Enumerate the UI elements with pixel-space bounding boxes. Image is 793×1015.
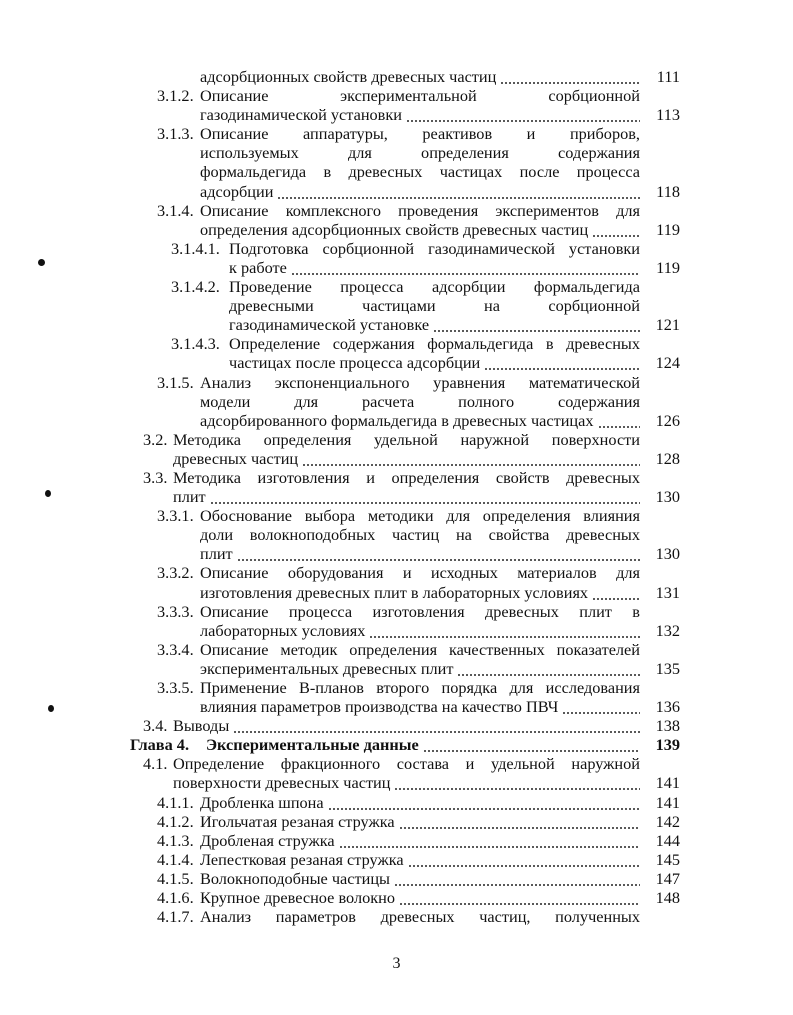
toc-entry-text: Определение содержания формальдегида в древесных (229, 334, 640, 354)
toc-line (0, 544, 793, 563)
toc-line (0, 296, 793, 315)
toc-entry-text: экспериментальных древесных плит (200, 658, 454, 678)
dot-leader (592, 220, 640, 239)
toc-entry-text: лабораторных условиях (200, 620, 366, 640)
toc-entry-text: древесных частиц (173, 448, 299, 468)
toc-page-number: 126 (655, 410, 680, 430)
toc-line (0, 143, 793, 162)
toc-entry (0, 86, 793, 124)
toc-page-number: 118 (656, 181, 680, 201)
toc-entry-text: доли волокноподобных частиц на свойства древесных (200, 525, 640, 545)
toc-entry-text: определения адсорбционных свойств древесных частиц (200, 219, 589, 239)
toc-entry-text: Анализ экспоненциального уравнения математической (200, 372, 640, 392)
toc-entry-title (200, 850, 640, 869)
toc-line (0, 487, 793, 506)
toc-entry-title (200, 583, 640, 602)
toc-line (0, 105, 793, 124)
toc-entry (0, 563, 793, 601)
toc-entry (0, 67, 793, 86)
toc-entry-text: древесными частицами на сорбционной (229, 296, 640, 316)
toc-entry-text: плит (173, 487, 206, 507)
toc-line (0, 907, 793, 926)
toc-line (0, 430, 793, 449)
toc-entry-number: 3.1.5. (157, 372, 194, 392)
dot-leader (233, 716, 640, 735)
toc-page-number: 141 (655, 792, 680, 812)
toc-line (0, 258, 793, 277)
dot-leader (302, 449, 640, 468)
dot-leader (399, 812, 640, 831)
toc-line (0, 888, 793, 907)
toc-line (0, 315, 793, 334)
toc-entry (0, 850, 793, 869)
dot-leader (408, 850, 640, 869)
toc-entry-number: 3.1.4.3. (171, 334, 220, 354)
toc-entry-text: Крупное древесное волокно (200, 888, 395, 908)
dot-leader (406, 105, 640, 124)
toc-entry (0, 888, 793, 907)
toc-entry-text: Экспериментальные данные (206, 735, 419, 755)
toc-entry (0, 793, 793, 812)
toc-line (0, 754, 793, 773)
dot-leader (399, 888, 640, 907)
toc-entry-text: адсорбционных свойств древесных частиц (200, 67, 497, 86)
dot-leader (457, 659, 640, 678)
toc-entry (0, 754, 793, 792)
toc-entry-number: 3.3.1. (157, 506, 194, 526)
toc-entry-title (200, 869, 640, 888)
toc-page-number: 141 (655, 773, 680, 793)
toc-line (0, 334, 793, 353)
toc-entry-text: Подготовка сорбционной газодинамической установки (229, 238, 640, 258)
toc-line (0, 812, 793, 831)
toc-entry-text: Описание экспериментальной сорбционной (200, 86, 640, 106)
toc-entry-number: 3.2. (143, 429, 168, 449)
toc-line (0, 182, 793, 201)
toc-entry-title (200, 831, 640, 850)
toc-entry-title (229, 353, 640, 372)
toc-entry (0, 334, 793, 372)
toc-entry-title (173, 449, 640, 468)
toc-page-number: 136 (655, 697, 680, 717)
dot-leader (328, 793, 640, 812)
toc-page-number: 113 (656, 105, 680, 125)
toc-entry-text: Дробленая стружка (200, 830, 335, 850)
toc-line (0, 735, 793, 754)
toc-entry-title (200, 411, 640, 430)
dot-leader (210, 487, 640, 506)
toc-line (0, 831, 793, 850)
toc-page-number: 139 (655, 735, 680, 755)
dot-leader (598, 411, 641, 430)
toc-entry-title (229, 315, 640, 334)
toc-entry-title (173, 773, 640, 792)
dot-leader (433, 315, 640, 334)
toc-line (0, 659, 793, 678)
toc-line (0, 277, 793, 296)
toc-page-number: 121 (655, 315, 680, 335)
toc-line (0, 583, 793, 602)
toc-entry-text: адсорбированного формальдегида в древесных частицах (200, 410, 594, 430)
scan-speck (45, 490, 51, 497)
toc-entry (0, 468, 793, 506)
toc-entry-number: 3.1.4. (157, 200, 194, 220)
dot-leader (592, 583, 640, 602)
toc-entry-text: частицах после процесса адсорбции (229, 353, 481, 373)
toc-line (0, 353, 793, 372)
toc-entry-text: адсорбции (200, 181, 274, 201)
dot-leader (369, 621, 640, 640)
toc-line (0, 411, 793, 430)
toc-line (0, 869, 793, 888)
toc-entry (0, 430, 793, 468)
toc-line (0, 468, 793, 487)
toc-page-number: 128 (655, 448, 680, 468)
toc-line (0, 602, 793, 621)
toc-line (0, 678, 793, 697)
toc-page-number: 124 (655, 353, 680, 373)
toc-entry-title (173, 716, 640, 735)
toc-line (0, 239, 793, 258)
toc-entry-title (229, 258, 640, 277)
toc-line (0, 621, 793, 640)
toc-page-number: 130 (655, 544, 680, 564)
toc-line (0, 201, 793, 220)
toc-entry-text: модели для расчета полного содержания (200, 391, 640, 411)
toc-entry-text: Игольчатая резаная стружка (200, 811, 395, 831)
toc-entry (0, 678, 793, 716)
toc-line (0, 392, 793, 411)
dot-leader (423, 735, 640, 754)
toc-entry-title (206, 735, 640, 754)
toc-line (0, 67, 793, 86)
toc-entry-text: формальдегида в древесных частицах после процесса (200, 162, 640, 182)
toc-entry-text: Обоснование выбора методики для определения влияния (200, 506, 640, 526)
toc-line (0, 373, 793, 392)
toc-entry-number: 3.1.4.2. (171, 277, 220, 297)
toc-entry-title (200, 544, 640, 563)
toc-entry-title (200, 182, 640, 201)
toc-entry-title (200, 793, 640, 812)
toc-line (0, 793, 793, 812)
toc-line (0, 220, 793, 239)
toc-entry-text: Описание комплексного проведения экспериментов для (200, 200, 640, 220)
toc-entry-number: 4.1.5. (157, 868, 194, 888)
dot-leader (394, 869, 640, 888)
scan-speck (48, 705, 54, 712)
toc-entry-title (200, 697, 640, 716)
toc-entry-text: Определение фракционного состава и удельной наружной (173, 754, 640, 774)
toc-entry (0, 277, 793, 334)
scan-speck (38, 259, 45, 266)
toc-entry-title (200, 812, 640, 831)
toc-page-number: 138 (655, 716, 680, 736)
toc-page-number: 144 (655, 830, 680, 850)
toc-entry-number: 4.1.3. (157, 830, 194, 850)
toc-entry (0, 735, 793, 754)
toc-entry (0, 907, 793, 926)
toc-line (0, 850, 793, 869)
toc-entry-title (173, 487, 640, 506)
toc-entry-number: 4.1.7. (157, 907, 194, 927)
toc-entry-number: 4.1.4. (157, 849, 194, 869)
dot-leader (394, 773, 640, 792)
toc-page-number: 130 (655, 487, 680, 507)
toc-entry-number: 3.3.3. (157, 601, 194, 621)
toc-entry-text: Описание методик определения качественных показателей (200, 639, 640, 659)
toc-entry-text: плит (200, 544, 233, 564)
toc-line (0, 86, 793, 105)
toc-entry-text: Применение В-планов второго порядка для исследования (200, 678, 640, 697)
toc-entry-number: 3.1.2. (157, 86, 194, 106)
toc-entry-text: Лепестковая резаная стружка (200, 849, 404, 869)
toc-line (0, 506, 793, 525)
toc-entry-text: Описание процесса изготовления древесных плит в (200, 601, 640, 621)
toc-entry (0, 124, 793, 200)
toc-entry-text: Дробленка шпона (200, 792, 324, 812)
toc-page-number: 147 (655, 868, 680, 888)
toc-entry-number: 4.1.1. (157, 792, 194, 812)
toc-entry-title (200, 67, 640, 86)
toc-line (0, 716, 793, 735)
toc-entry-number: 4.1.2. (157, 811, 194, 831)
toc-entry (0, 602, 793, 640)
toc-entry-text: Выводы (173, 716, 230, 736)
toc-line (0, 773, 793, 792)
toc-line (0, 563, 793, 582)
toc-entry-text: Проведение процесса адсорбции формальдегида (229, 277, 640, 297)
toc-entry (0, 506, 793, 563)
toc-entry-number: 4.1. (143, 754, 168, 774)
toc-entry (0, 373, 793, 430)
toc-page-number: 132 (655, 620, 680, 640)
toc-entry-number: 4.1.6. (157, 888, 194, 908)
dot-leader (291, 258, 640, 277)
dot-leader (484, 353, 640, 372)
toc-line (0, 449, 793, 468)
toc-entry-text: Методика изготовления и определения свойств древесных (173, 467, 640, 487)
toc-line (0, 124, 793, 143)
toc-entry-number: Глава 4. (130, 735, 190, 755)
toc-page-number: 145 (655, 849, 680, 869)
toc-entry-text: к работе (229, 257, 287, 277)
toc-entry (0, 812, 793, 831)
toc-entry-text: Методика определения удельной наружной поверхности (173, 429, 640, 449)
toc-entry-text: влияния параметров производства на качество ПВЧ (200, 697, 559, 717)
dot-leader (500, 67, 640, 86)
toc-page-number: 119 (656, 219, 680, 239)
toc-entry (0, 201, 793, 239)
toc-entry-title (200, 621, 640, 640)
toc-page-number: 135 (655, 658, 680, 678)
toc-entry (0, 640, 793, 678)
toc-entry-number: 3.3. (143, 467, 168, 487)
toc-line (0, 697, 793, 716)
toc-entry-title (200, 888, 640, 907)
toc-entry-number: 3.1.3. (157, 124, 194, 144)
page-number: 3 (392, 955, 401, 972)
toc-entry-text: Описание аппаратуры, реактивов и приборов, (200, 124, 640, 144)
toc-entry-text: газодинамической установке (229, 315, 430, 335)
toc-page-number: 142 (655, 811, 680, 831)
toc-entry-text: поверхности древесных частиц (173, 773, 391, 793)
toc-entry-number: 3.4. (143, 716, 168, 736)
toc-page-number: 131 (655, 582, 680, 602)
toc-entry-text: Волокноподобные частицы (200, 868, 390, 888)
toc-entry-title (200, 105, 640, 124)
toc-entry (0, 239, 793, 277)
toc-entry (0, 831, 793, 850)
dot-leader (562, 697, 640, 716)
toc-entry-text: используемых для определения содержания (200, 143, 640, 163)
toc-entry-title (200, 220, 640, 239)
toc-page-number: 148 (655, 888, 680, 908)
dot-leader (277, 182, 640, 201)
dot-leader (237, 544, 640, 563)
dot-leader (339, 831, 640, 850)
toc-line (0, 640, 793, 659)
toc-entry-number: 3.3.4. (157, 639, 194, 659)
toc-page-number: 111 (656, 67, 680, 86)
toc-line (0, 162, 793, 181)
toc-entry-number: 3.3.2. (157, 563, 194, 583)
toc-entry (0, 716, 793, 735)
toc-line (0, 525, 793, 544)
toc-entry-title (200, 659, 640, 678)
toc-entry-text: Анализ параметров древесных частиц, полученных (200, 907, 640, 927)
table-of-contents (0, 67, 793, 926)
toc-page-number: 119 (656, 257, 680, 277)
toc-entry-number: 3.3.5. (157, 678, 194, 697)
toc-entry-text: газодинамической установки (200, 105, 402, 125)
toc-entry-text: Описание оборудования и исходных материалов для (200, 563, 640, 583)
toc-entry-number: 3.1.4.1. (171, 238, 220, 258)
toc-entry (0, 869, 793, 888)
toc-entry-text: изготовления древесных плит в лабораторных условиях (200, 582, 589, 602)
